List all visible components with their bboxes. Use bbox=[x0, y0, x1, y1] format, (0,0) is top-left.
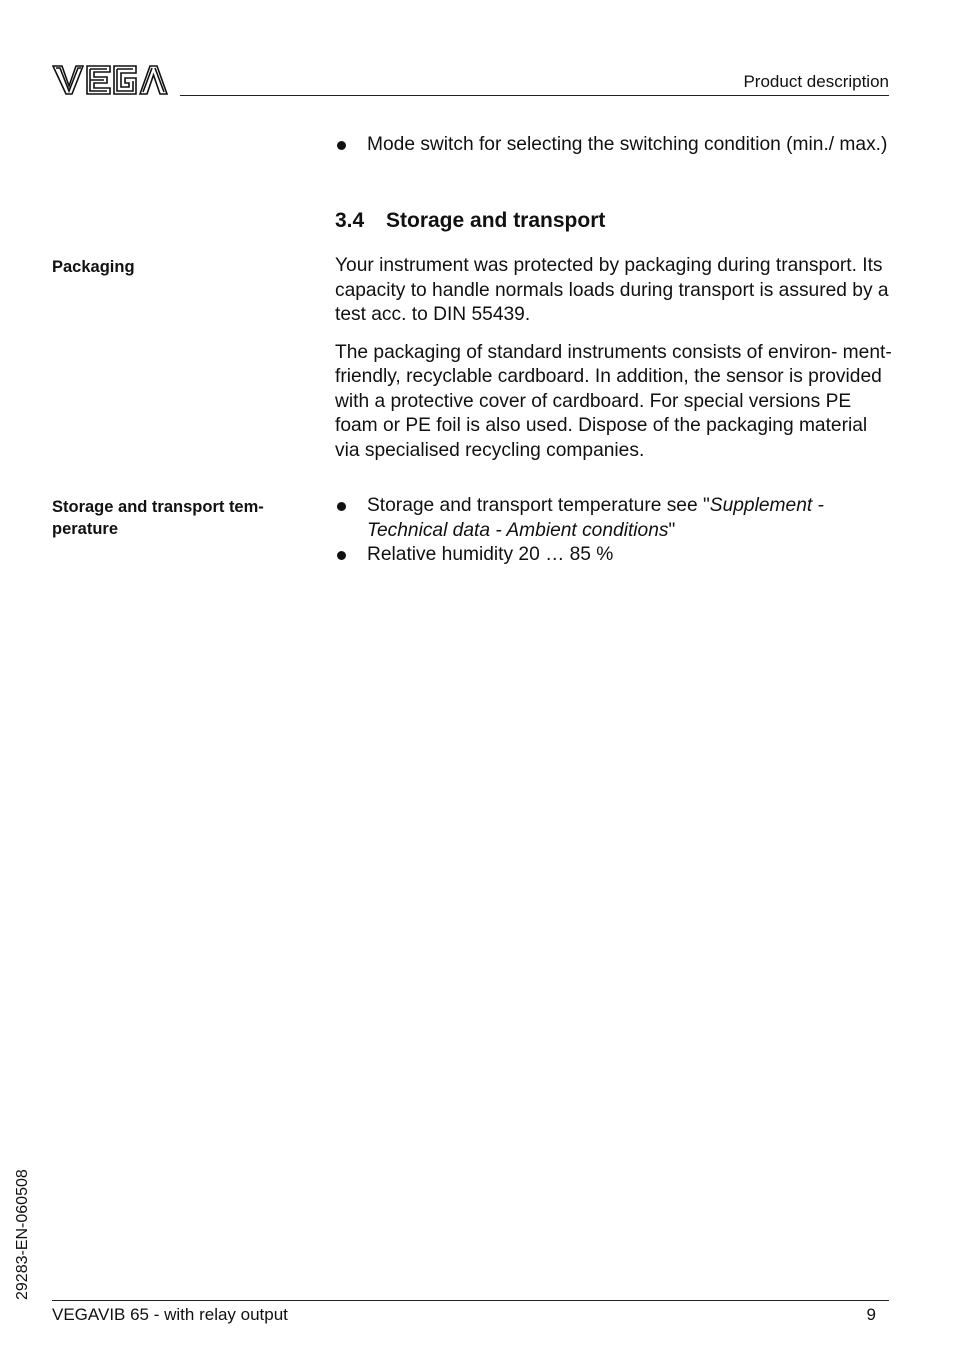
section-number: 3.4 bbox=[335, 209, 365, 232]
bullet-text: " bbox=[668, 519, 676, 541]
section-heading bbox=[335, 209, 605, 233]
intro-bullet-list bbox=[335, 133, 895, 158]
list-item: Mode switch for selecting the switching condition (min./ max.) bbox=[335, 133, 895, 158]
list-item bbox=[335, 494, 880, 543]
footer-divider bbox=[52, 1300, 889, 1301]
paragraph: Your instrument was protected by packaging during transport. Its capacity to handle normals loads during transport is assured by a test acc. to DIN 55439. bbox=[335, 255, 889, 325]
document-code: 29283-EN-060508 bbox=[14, 1169, 31, 1300]
section-title: Product description bbox=[743, 72, 889, 91]
product-name: VEGAVIB 65 - with relay output bbox=[52, 1305, 288, 1324]
page-number: 9 bbox=[866, 1305, 876, 1324]
paragraph: The packaging of standard instruments consists of environ- ment-friendly, recyclable cardboard. In addition, the sensor is provided with a protective cover of cardboard. For special versions PE foam or PE foil is also used. Dispose of the packaging material via specialised recycling companies. bbox=[335, 341, 892, 461]
logo-text: VEGA bbox=[52, 64, 55, 65]
packaging-text bbox=[335, 254, 895, 463]
vega-logo bbox=[52, 64, 168, 96]
header-divider bbox=[180, 95, 889, 96]
bullet-text: Storage and transport temperature see " bbox=[367, 495, 710, 516]
storage-temperature-label: Storage and transport tem- perature bbox=[52, 498, 264, 538]
storage-bullet-list bbox=[335, 494, 880, 568]
packaging-label: Packaging bbox=[52, 258, 135, 276]
bullet-reference: Supplement - Technical data - Ambient conditions bbox=[367, 495, 824, 541]
section-heading-title: Storage and transport bbox=[386, 209, 606, 232]
list-item: Relative humidity 20 … 85 % bbox=[335, 543, 880, 568]
